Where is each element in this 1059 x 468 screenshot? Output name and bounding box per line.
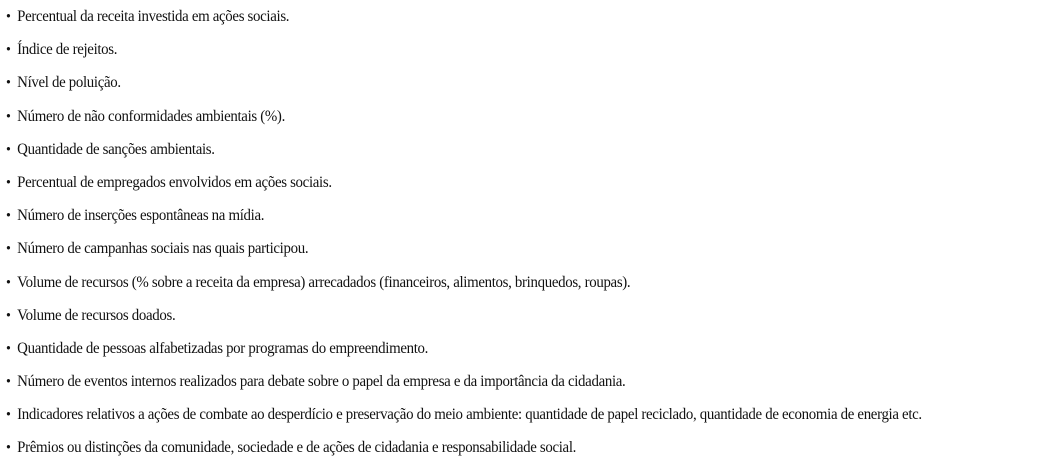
list-item xyxy=(6,368,983,401)
list-item-text: Prêmios ou distinções da comunidade, sociedade e de ações de cidadania e responsabilidade social. xyxy=(17,439,577,457)
list-item xyxy=(6,235,983,268)
bullet-icon: • xyxy=(6,340,11,357)
list-item-text: Percentual de empregados envolvidos em ações sociais. xyxy=(17,173,332,191)
list-item xyxy=(6,169,983,202)
list-item-text: Quantidade de pessoas alfabetizadas por programas do empreendimento. xyxy=(17,339,429,357)
list-item xyxy=(6,401,983,434)
list-item xyxy=(6,3,983,36)
list-item-text: Volume de recursos doados. xyxy=(17,306,176,324)
list-item xyxy=(6,69,983,102)
list-item-text: Número de eventos internos realizados para debate sobre o papel da empresa e da importância da cidadania. xyxy=(17,373,626,391)
list-item xyxy=(6,103,983,136)
bullet-icon: • xyxy=(6,9,11,25)
list-item xyxy=(6,434,983,467)
bullet-icon: • xyxy=(6,141,11,158)
list-item xyxy=(6,202,983,235)
bullet-icon: • xyxy=(6,174,11,191)
list-item-text: Nível de poluição. xyxy=(17,74,121,92)
bullet-icon: • xyxy=(6,108,11,125)
list-item-text: Percentual da receita investida em ações sociais. xyxy=(17,8,290,25)
list-item-text: Volume de recursos (% sobre a receita da empresa) arrecadados (financeiros, alimentos, brinquedos, roupas). xyxy=(17,273,631,291)
indicator-list xyxy=(6,3,1056,468)
bullet-icon: • xyxy=(6,374,11,391)
bullet-icon: • xyxy=(6,407,11,424)
list-item-text: Número de campanhas sociais nas quais participou. xyxy=(17,240,309,258)
list-item-text: Índice de rejeitos. xyxy=(17,41,118,59)
list-item xyxy=(6,269,983,302)
bullet-icon: • xyxy=(6,274,11,291)
bullet-icon: • xyxy=(6,42,11,59)
list-item-text: Indicadores relativos a ações de combate ao desperdício e preservação do meio ambiente: quantidade de papel reciclado, quantidade de economia de energia etc. xyxy=(17,406,922,424)
list-item xyxy=(6,302,983,335)
bullet-icon: • xyxy=(6,75,11,92)
document-page xyxy=(6,3,1056,468)
list-item-text: Número de inserções espontâneas na mídia. xyxy=(17,207,265,225)
bullet-icon: • xyxy=(6,208,11,225)
list-item xyxy=(6,136,983,169)
bullet-icon: • xyxy=(6,307,11,324)
list-item-text: Quantidade de sanções ambientais. xyxy=(17,140,215,158)
bullet-icon: • xyxy=(6,241,11,258)
list-item-text: Número de não conformidades ambientais (%). xyxy=(17,107,285,125)
bullet-icon: • xyxy=(6,440,11,457)
list-item xyxy=(6,36,983,69)
list-item xyxy=(6,335,983,368)
